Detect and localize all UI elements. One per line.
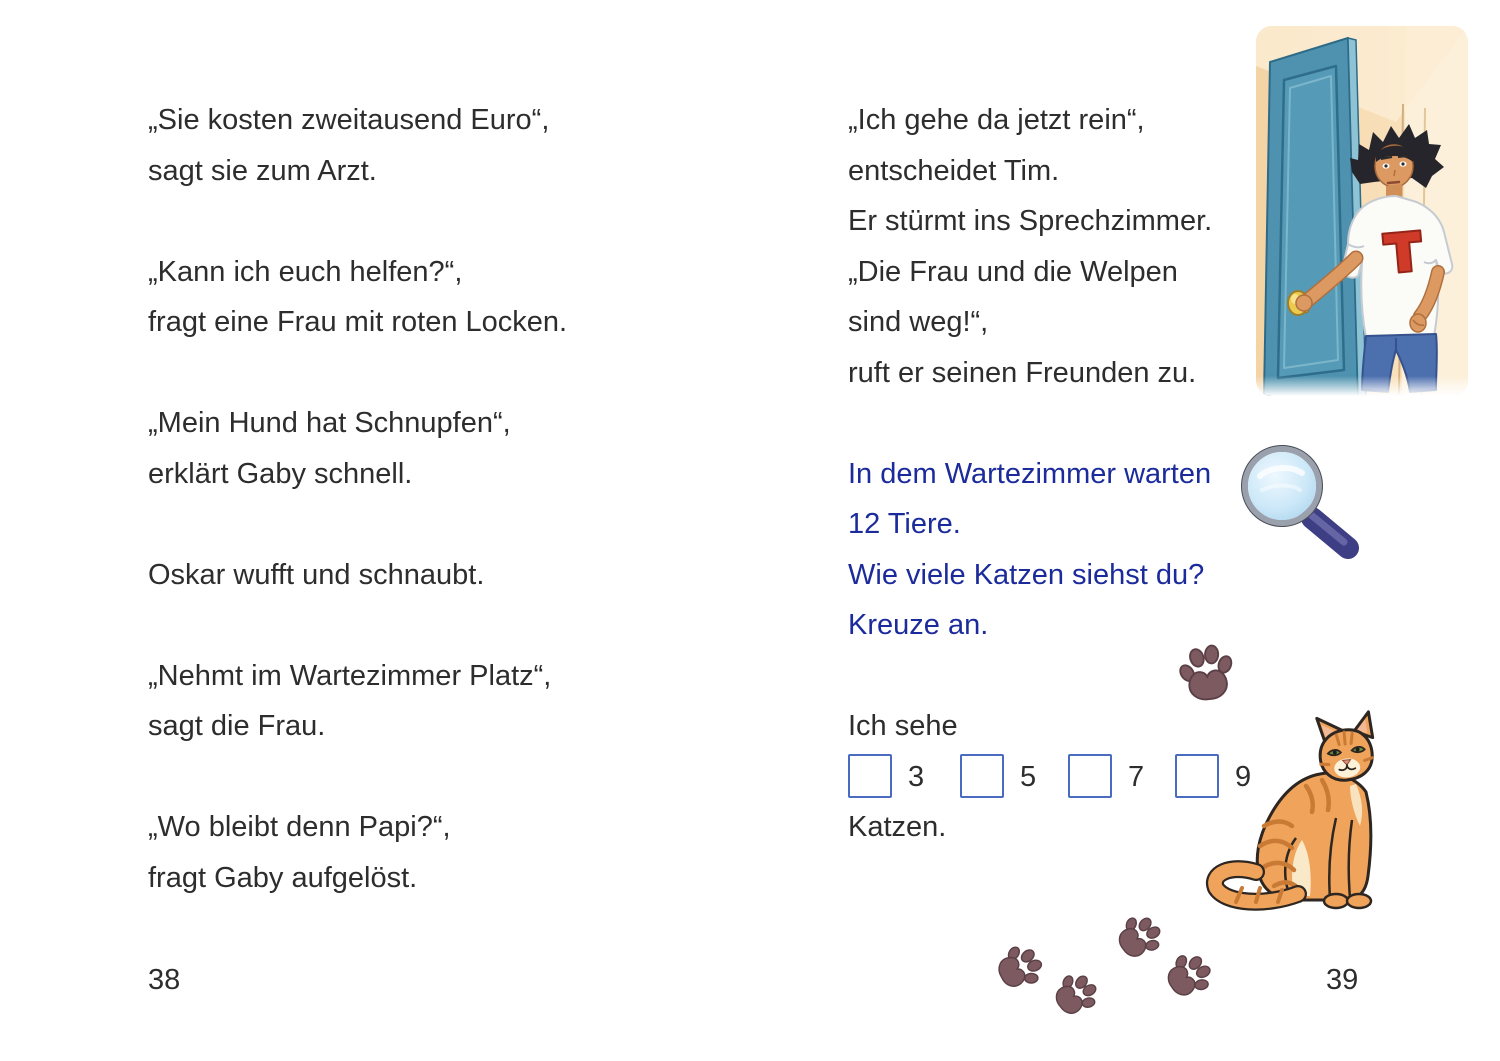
paw-print-icon bbox=[1043, 961, 1109, 1026]
answer-option-label: 9 bbox=[1235, 760, 1252, 793]
paw-print-icon bbox=[1106, 903, 1173, 969]
answer-option-label: 5 bbox=[1020, 760, 1037, 793]
story-line: entscheidet Tim. bbox=[848, 154, 1060, 187]
story-line: „Kann ich euch helfen?“, bbox=[148, 255, 463, 288]
answer-option-label: 3 bbox=[908, 760, 925, 793]
story-line: „Nehmt im Wartezimmer Platz“, bbox=[148, 659, 552, 692]
task-line: 12 Tiere. bbox=[848, 508, 961, 540]
page-number-right: 39 bbox=[1326, 964, 1359, 996]
stanza bbox=[148, 398, 788, 499]
story-line: sagt sie zum Arzt. bbox=[148, 154, 377, 187]
cat-illustration bbox=[1198, 708, 1388, 918]
door-scene-drawing bbox=[1256, 26, 1468, 396]
answer-option-label: 7 bbox=[1128, 760, 1145, 793]
story-line: „Sie kosten zweitausend Euro“, bbox=[148, 104, 550, 136]
answer-suffix: Katzen. bbox=[848, 811, 947, 843]
story-line: „Die Frau und die Welpen bbox=[848, 255, 1178, 288]
story-line: ruft er seinen Freunden zu. bbox=[848, 356, 1197, 389]
task-line: Wie viele Katzen siehst du? bbox=[848, 558, 1205, 591]
boy-at-door-illustration bbox=[1256, 26, 1468, 396]
story-line: erklärt Gaby schnell. bbox=[148, 457, 413, 490]
answer-checkbox-7[interactable] bbox=[1068, 754, 1112, 798]
magnifying-glass-icon bbox=[1240, 444, 1370, 564]
stanza bbox=[148, 550, 788, 601]
story-line: sind weg!“, bbox=[848, 306, 989, 338]
cat-head bbox=[1317, 712, 1377, 782]
stanza bbox=[148, 95, 788, 196]
stanza bbox=[148, 802, 788, 903]
story-line: Er stürmt ins Sprechzimmer. bbox=[848, 205, 1213, 237]
left-page-text bbox=[148, 95, 788, 903]
answer-checkbox-5[interactable] bbox=[960, 754, 1004, 798]
paw-print-icon bbox=[1173, 638, 1239, 708]
story-line: fragt eine Frau mit roten Locken. bbox=[148, 306, 568, 338]
task-line: In dem Wartezimmer warten bbox=[848, 457, 1212, 490]
story-line: „Mein Hund hat Schnupfen“, bbox=[148, 407, 511, 439]
paw-print-icon bbox=[1155, 941, 1223, 1008]
stanza bbox=[148, 247, 788, 348]
story-line: „Ich gehe da jetzt rein“, bbox=[848, 104, 1145, 136]
answer-checkbox-3[interactable] bbox=[848, 754, 892, 798]
page-number-left: 38 bbox=[148, 964, 181, 996]
story-line: „Wo bleibt denn Papi?“, bbox=[148, 811, 451, 843]
story-line: Oskar wufft und schnaubt. bbox=[148, 558, 485, 591]
story-line: fragt Gaby aufgelöst. bbox=[148, 861, 418, 894]
task-line: Kreuze an. bbox=[848, 609, 989, 641]
stanza bbox=[148, 651, 788, 752]
story-line: sagt die Frau. bbox=[148, 710, 326, 742]
answer-prefix: Ich sehe bbox=[848, 710, 958, 742]
